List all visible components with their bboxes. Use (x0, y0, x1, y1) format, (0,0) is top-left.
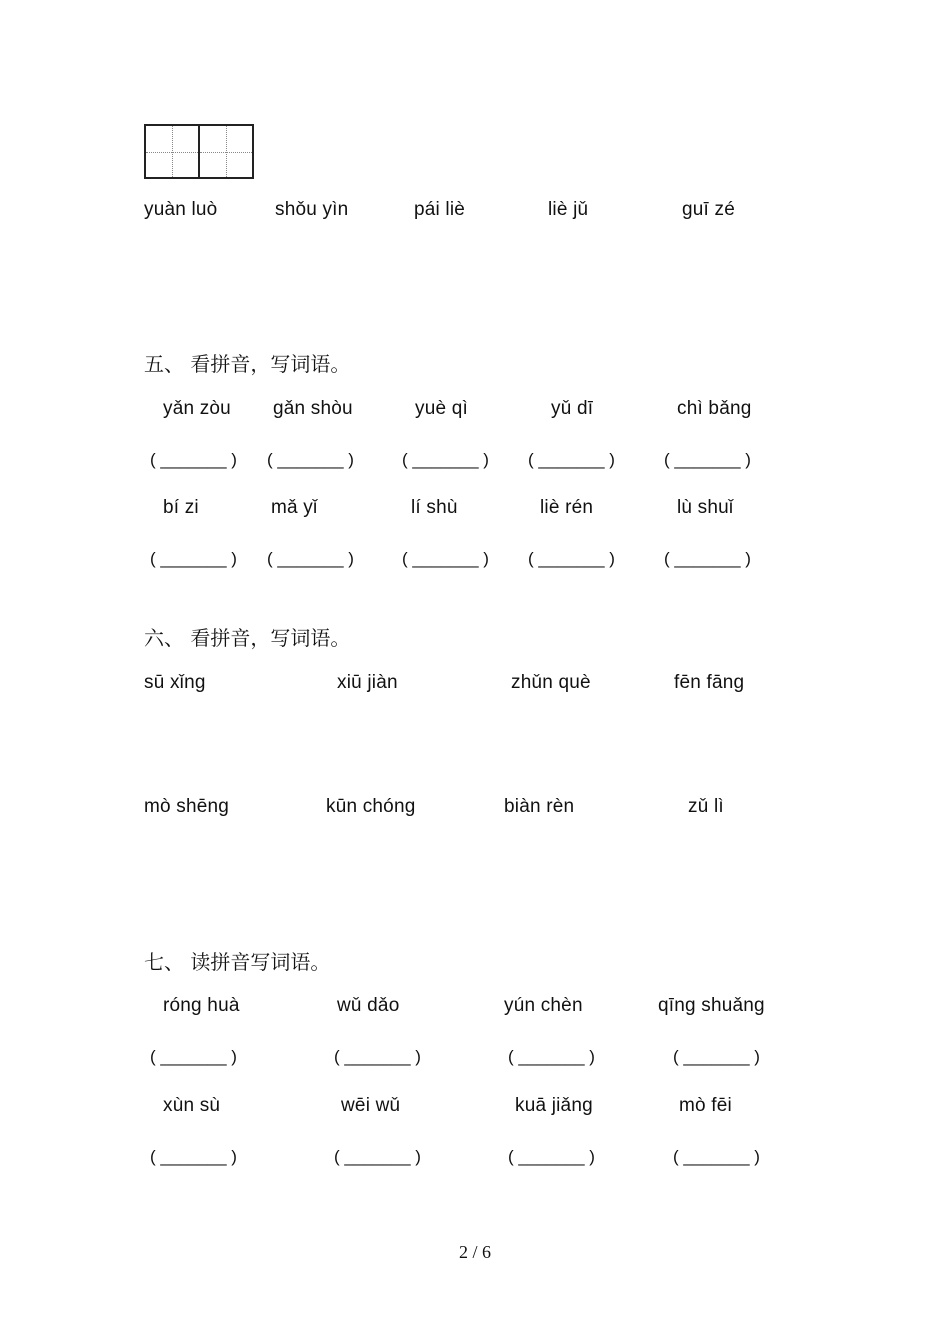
pinyin-word: chì bǎng (677, 398, 752, 419)
pinyin-word: lù shuǐ (677, 497, 734, 518)
pinyin-word: zhǔn què (511, 672, 591, 693)
section-heading-6: 六、 看拼音，写词语。 (144, 626, 351, 650)
answer-blank[interactable]: ( _______ ) (508, 1147, 595, 1166)
answer-blank[interactable]: ( _______ ) (334, 1047, 421, 1066)
pinyin-word: mò fēi (679, 1095, 732, 1116)
answer-blank[interactable]: ( _______ ) (402, 450, 489, 469)
answer-blank[interactable]: ( _______ ) (664, 549, 751, 568)
answer-blank[interactable]: ( _______ ) (150, 450, 237, 469)
pinyin-word: qīng shuǎng (658, 995, 765, 1016)
writing-grid (144, 124, 254, 179)
pinyin-word: yǎn zòu (163, 398, 231, 419)
pinyin-word: wǔ dǎo (337, 995, 400, 1016)
pinyin-word: kūn chóng (326, 796, 416, 817)
answer-blank[interactable]: ( _______ ) (150, 1047, 237, 1066)
pinyin-word: biàn rèn (504, 796, 575, 817)
answer-blank[interactable]: ( _______ ) (402, 549, 489, 568)
pinyin-word: liè jǔ (548, 199, 589, 220)
answer-blank[interactable]: ( _______ ) (664, 450, 751, 469)
pinyin-word: yuè qì (415, 398, 468, 419)
pinyin-word: róng huà (163, 995, 240, 1016)
pinyin-word: gǎn shòu (273, 398, 353, 419)
pinyin-word: pái liè (414, 199, 466, 220)
answer-blank[interactable]: ( _______ ) (334, 1147, 421, 1166)
pinyin-word: guī zé (682, 199, 735, 220)
answer-blank[interactable]: ( _______ ) (528, 549, 615, 568)
writing-grid-cell (146, 126, 198, 177)
pinyin-word: mǎ yǐ (271, 497, 318, 518)
pinyin-word: zǔ lì (688, 796, 724, 817)
pinyin-word: bí zi (163, 497, 199, 518)
pinyin-word: wēi wǔ (341, 1095, 401, 1116)
pinyin-word: xiū jiàn (337, 672, 398, 693)
pinyin-word: lí shù (411, 497, 458, 518)
page-number: 2 / 6 (458, 1242, 491, 1262)
writing-grid-cell (198, 126, 252, 177)
pinyin-word: sū xǐng (144, 672, 206, 693)
pinyin-word: yún chèn (504, 995, 583, 1016)
answer-blank[interactable]: ( _______ ) (267, 450, 354, 469)
pinyin-word: mò shēng (144, 796, 230, 817)
pinyin-word: fēn fāng (674, 672, 745, 693)
answer-blank[interactable]: ( _______ ) (150, 549, 237, 568)
answer-blank[interactable]: ( _______ ) (267, 549, 354, 568)
pinyin-word: yǔ dī (551, 398, 594, 419)
answer-blank[interactable]: ( _______ ) (673, 1047, 760, 1066)
section-heading-5: 五、 看拼音，写词语。 (144, 352, 351, 376)
answer-blank[interactable]: ( _______ ) (508, 1047, 595, 1066)
pinyin-word: kuā jiǎng (515, 1095, 593, 1116)
answer-blank[interactable]: ( _______ ) (528, 450, 615, 469)
answer-blank[interactable]: ( _______ ) (150, 1147, 237, 1166)
pinyin-word: yuàn luò (144, 199, 218, 220)
section-heading-7: 七、 读拼音写词语。 (144, 950, 331, 974)
pinyin-word: shǒu yìn (275, 199, 349, 220)
pinyin-word: liè rén (540, 497, 594, 518)
pinyin-word: xùn sù (163, 1095, 221, 1116)
answer-blank[interactable]: ( _______ ) (673, 1147, 760, 1166)
